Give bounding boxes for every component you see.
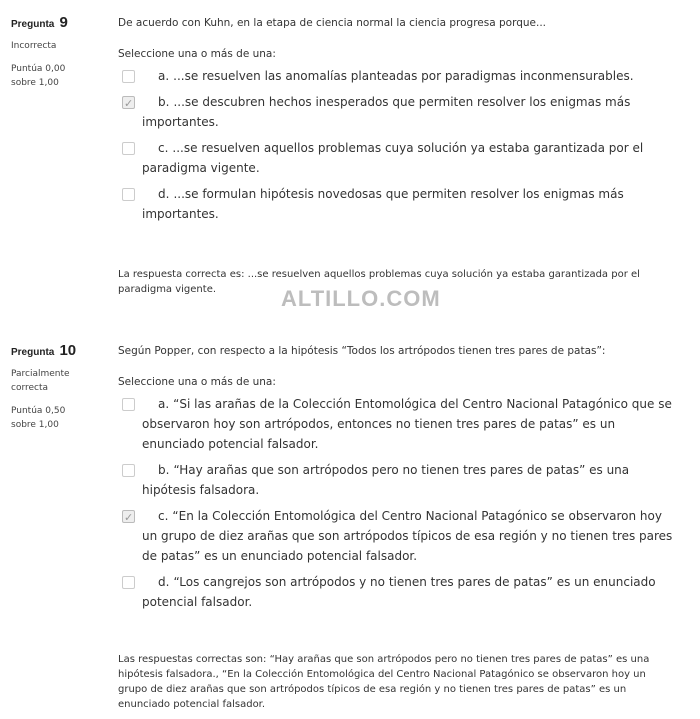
question-content: [118, 16, 678, 224]
option-c[interactable]: [118, 506, 678, 566]
option-d[interactable]: [118, 572, 678, 612]
question-label: Pregunta: [11, 19, 55, 30]
option-b[interactable]: [118, 92, 678, 132]
question-text: Según Popper, con respecto a la hipótesis “Todos los artrópodos tienen tres pares de patas”:: [118, 345, 606, 357]
checkbox-checked[interactable]: [122, 96, 135, 109]
answer-prompt: Seleccione una o más de una:: [118, 48, 276, 60]
option-text: ...se resuelven las anomalías planteadas por paradigmas inconmensurables.: [173, 69, 634, 83]
checkbox[interactable]: [122, 142, 135, 155]
option-a[interactable]: [118, 394, 678, 454]
checkbox[interactable]: [122, 70, 135, 83]
question-state: Parcialmente correcta: [11, 369, 70, 393]
answer-options: [118, 394, 678, 612]
option-text: ...se formulan hipótesis novedosas que permiten resolver los enigmas más importantes.: [142, 187, 624, 221]
question-content: [118, 344, 678, 612]
option-letter: c.: [158, 141, 169, 155]
option-d[interactable]: [118, 184, 678, 224]
option-text: “Hay arañas que son artrópodos pero no tienen tres pares de patas” es una hipótesis falsadora.: [142, 463, 630, 497]
question-info: [11, 340, 111, 432]
question-number: 9: [59, 14, 68, 31]
checkbox[interactable]: [122, 576, 135, 589]
option-letter: a.: [158, 397, 170, 411]
question-info: [11, 12, 111, 90]
checkbox[interactable]: [122, 398, 135, 411]
question-number: 10: [59, 342, 77, 359]
option-a[interactable]: [118, 66, 678, 86]
option-letter: c.: [158, 509, 169, 523]
option-letter: a.: [158, 69, 170, 83]
question-grade: Puntúa 0,00 sobre 1,00: [11, 64, 66, 88]
question-text: De acuerdo con Kuhn, en la etapa de ciencia normal la ciencia progresa porque...: [118, 17, 547, 29]
option-letter: b.: [158, 95, 170, 109]
right-answer-feedback: La respuesta correcta es: ...se resuelven aquellos problemas cuya solución ya estaba garantizada por el paradigma vigente.: [118, 269, 640, 295]
question-label: Pregunta: [11, 347, 55, 358]
option-letter: b.: [158, 463, 170, 477]
option-text: ...se descubren hechos inesperados que permiten resolver los enigmas más importantes.: [142, 95, 631, 129]
checkbox-checked[interactable]: [122, 510, 135, 523]
question-state: Incorrecta: [11, 41, 57, 51]
right-answer-feedback: Las respuestas correctas son: “Hay arañas que son artrópodos pero no tienen tres pares de patas” es una hipótesis falsadora., “En la Colección Entomológica del Centro Nacional Patagónico se observaron hoy un grupo de diez arañas que son artrópodos típicos de esa región y no tienen tres pares de patas” es un enunciado potencial falsador.: [118, 654, 650, 710]
option-c[interactable]: [118, 138, 678, 178]
checkbox[interactable]: [122, 464, 135, 477]
option-letter: d.: [158, 187, 170, 201]
option-text: “Los cangrejos son artrópodos y no tienen tres pares de patas” es un enunciado potencial falsador.: [142, 575, 656, 609]
option-text: “En la Colección Entomológica del Centro Nacional Patagónico se observaron hoy un grupo de diez arañas que son artrópodos típicos de esa región y no tienen tres pares de patas” es un enunciado potencial falsador.: [142, 509, 673, 563]
question-grade: Puntúa 0,50 sobre 1,00: [11, 406, 66, 430]
checkbox[interactable]: [122, 188, 135, 201]
option-b[interactable]: [118, 460, 678, 500]
option-text: “Si las arañas de la Colección Entomológica del Centro Nacional Patagónico que se observaron hoy son artrópodos, entonces no tienen tres pares de patas” es un enunciado potencial falsador.: [142, 397, 672, 451]
watermark: ALTILLO.COM: [281, 286, 441, 311]
answer-prompt: Seleccione una o más de una:: [118, 376, 276, 388]
option-letter: d.: [158, 575, 170, 589]
answer-options: [118, 66, 678, 224]
option-text: ...se resuelven aquellos problemas cuya solución ya estaba garantizada por el paradigma vigente.: [142, 141, 644, 175]
